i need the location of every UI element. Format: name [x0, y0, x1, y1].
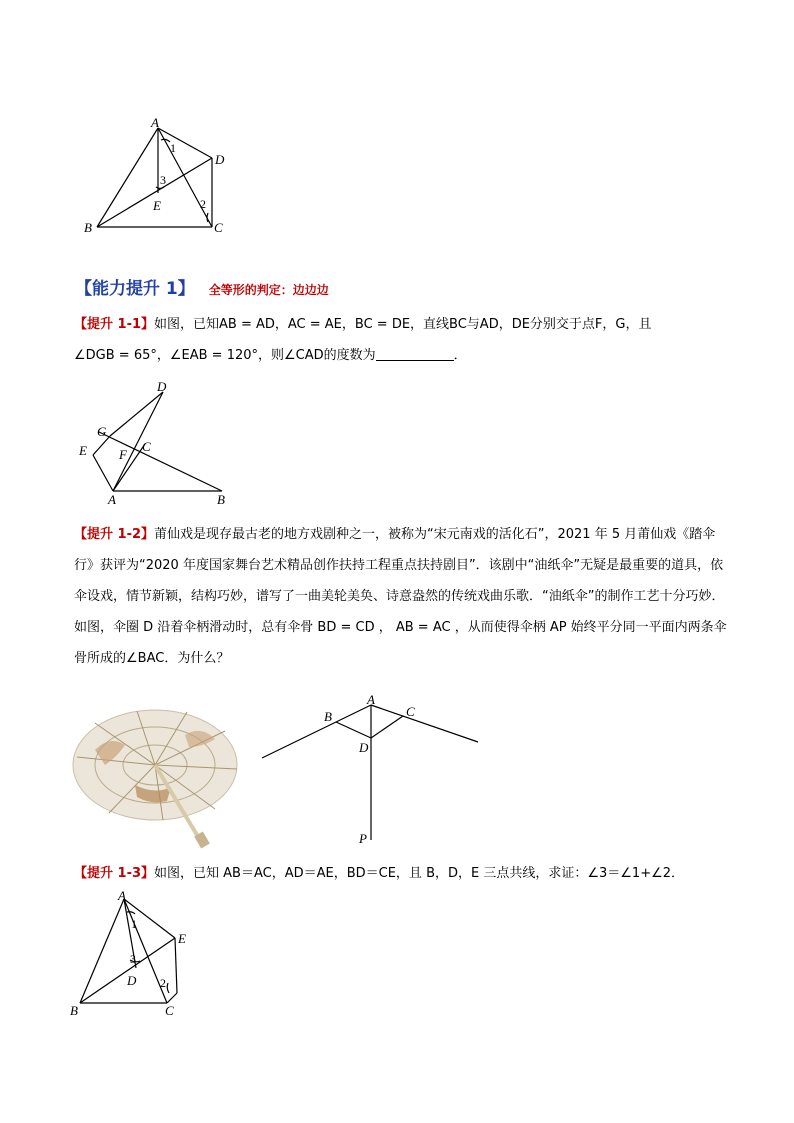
label-d: D: [359, 740, 369, 755]
label-angle-1: 1: [131, 917, 137, 931]
question-1-1-tag: 【提升 1-1】: [74, 317, 155, 332]
label-e: E: [178, 931, 186, 946]
label-angle-2: 2: [200, 197, 206, 211]
angle-2-arc: [167, 983, 169, 993]
label-d: D: [215, 152, 225, 167]
label-angle-3: 3: [130, 952, 136, 966]
seg-ce: [175, 938, 177, 993]
label-c: C: [406, 704, 415, 719]
label-p: P: [359, 831, 367, 846]
label-b: B: [217, 492, 225, 507]
label-d: D: [157, 379, 167, 394]
question-1-3-text: 如图，已知 AB＝AC，AD＝AE，BD＝CE，且 B，D，E 三点共线，求证：∠3＝∠1+∠2．: [154, 866, 685, 881]
label-d: D: [127, 973, 137, 988]
label-a: A: [151, 115, 159, 130]
section-title: 【能力提升 1】: [75, 279, 195, 299]
label-c: C: [142, 439, 151, 454]
seg-c-corner: [167, 993, 177, 1003]
question-1-1-line1: 如图，已知AB = AD，AC = AE，BC = DE，直线BC与AD，DE分别交于点F，G，且: [154, 317, 652, 332]
label-a: A: [118, 888, 126, 903]
question-1-2-text: 莆仙戏是现存最古老的地方戏剧种之一，被称为“宋元南戏的活化石”，2021 年 5 月莆仙戏《踏伞行》获评为“2020 年度国家舞台艺术精品创作扶持工程重点扶持剧目”．该剧中“油纸伞”无疑是最重要的道具，依伞设戏，情节新颖，结构巧妙，谱写了一曲美轮美奂、诗意盎然的传统戏曲乐歌．“油纸伞”的制作工艺十分巧妙．如图，伞圈 D 沿着伞柄滑动时，总有伞骨 BD = CD ， AB = AC ，从而使得伞柄 AP 始终平分同一平面内两条伞骨所成的∠BAC．为什么？: [74, 527, 727, 666]
angle-1-arc: [127, 912, 135, 914]
question-1-1-line2: ∠DGB = 65°，∠EAB = 120°，则∠CAD的度数为: [74, 348, 376, 363]
label-g: G: [97, 424, 107, 439]
label-f: F: [119, 447, 127, 462]
label-b: B: [70, 1003, 78, 1018]
label-angle-3: 3: [160, 173, 166, 187]
label-c: C: [165, 1003, 174, 1018]
label-angle-2: 2: [160, 976, 166, 990]
label-c: C: [214, 220, 223, 235]
label-angle-1: 1: [170, 141, 176, 155]
label-b: B: [84, 220, 92, 235]
label-a: A: [108, 492, 116, 507]
question-1-3-tag: 【提升 1-3】: [74, 866, 155, 881]
label-e: E: [79, 443, 87, 458]
question-1-1-tail: ．: [453, 348, 467, 363]
label-b: B: [324, 709, 332, 724]
label-a: A: [367, 692, 375, 707]
question-1-2-tag: 【提升 1-2】: [74, 527, 155, 542]
section-subtitle: 全等形的判定：边边边: [208, 283, 329, 297]
label-e: E: [153, 198, 161, 213]
